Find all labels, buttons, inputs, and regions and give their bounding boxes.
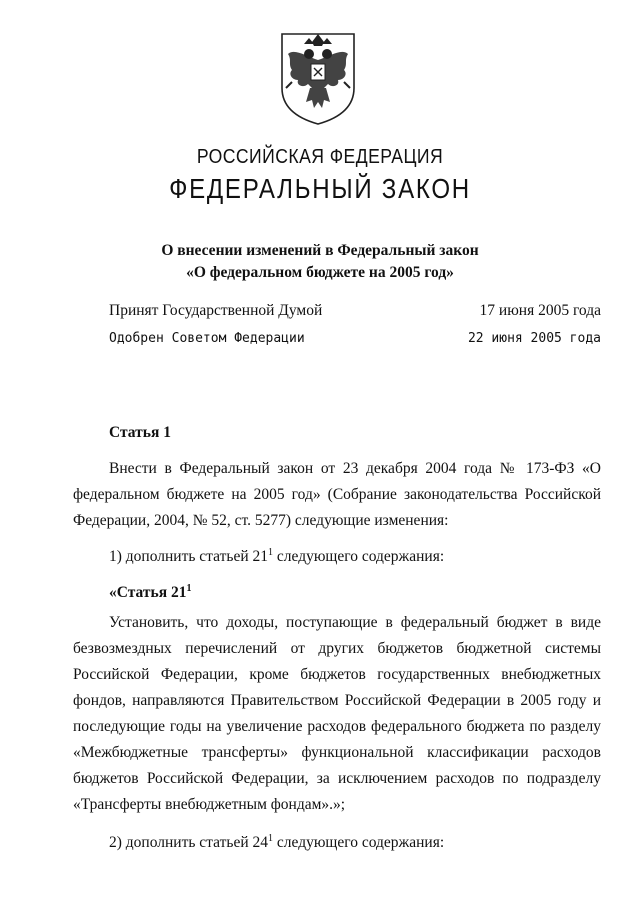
adoption-council-row xyxy=(109,331,601,355)
article-1-heading: Статья 1 xyxy=(109,424,171,441)
article-1 xyxy=(73,420,601,856)
coat-of-arms-emblem-icon xyxy=(276,30,360,126)
inserted-article-text: Установить, что доходы, поступающие в федеральный бюджет в виде безвозмездных перечислений от других бюджетов бюджетной системы Российской Федерации, кроме бюджетов государственных внебюджетных фондов, направляются Правительством Российской Федерации в 2005 году и последующие годы на увеличение расходов федерального бюджета по разделу «Межбюджетные трансферты» функциональной классификации расходов бюджетов Российской Федерации, за исключением расходов по подразделу «Трансферты внебюджетным фондам».»; xyxy=(73,614,601,813)
law-type-title: ФЕДЕРАЛЬНЫЙ ЗАКОН xyxy=(169,173,471,204)
country-title: РОССИЙСКАЯ ФЕДЕРАЦИЯ xyxy=(196,146,444,168)
law-subject-line-1: О внесении изменений в Федеральный закон xyxy=(161,242,479,259)
council-date: 22 июня 2005 года xyxy=(467,331,601,346)
inserted-article-heading: «Статья $21^1$ xyxy=(109,583,192,601)
law-subject-line-2: «О федеральном бюджете на 2005 год» xyxy=(186,264,454,281)
adoption-duma-row xyxy=(109,302,601,326)
article-1-item-1: 1) дополнить статьей $21^1$ следующего содержания: xyxy=(109,547,445,565)
law-subject xyxy=(0,240,640,284)
duma-label: Принят Государственной Думой xyxy=(109,302,323,319)
article-1-intro: Внести в Федеральный закон от 23 декабря 2004 года № 173-ФЗ «О федеральном бюджете на 2005 год» (Собрание законодательства Российской Федерации, 2004, № 52, ст. 5277) следующие изменения: xyxy=(73,460,601,529)
duma-date: 17 июня 2005 года xyxy=(479,302,601,319)
council-label: Одобрен Советом Федерации xyxy=(109,331,305,346)
article-1-item-2: 2) дополнить статьей $24^1$ следующего содержания: xyxy=(109,833,445,851)
